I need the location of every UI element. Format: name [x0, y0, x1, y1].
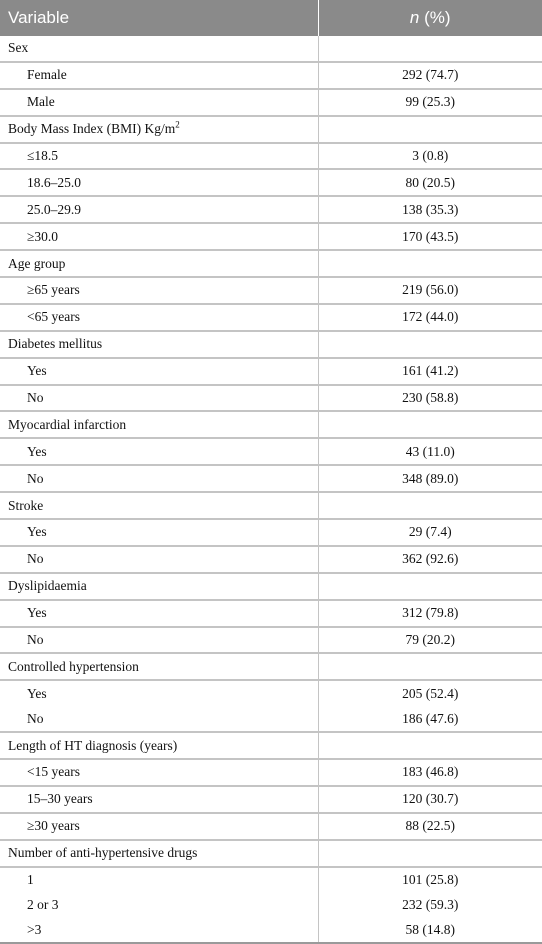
label-text: >3 [27, 921, 42, 937]
label-text: Yes [27, 685, 47, 701]
label-text: Stroke [8, 497, 44, 513]
table-row [0, 385, 542, 412]
table-row [0, 89, 542, 116]
row-label [0, 304, 318, 331]
label-text: 1 [27, 872, 34, 888]
table-row [0, 223, 542, 250]
row-label [0, 465, 318, 492]
label-text: No [27, 632, 44, 648]
row-value: 205 (52.4) [318, 680, 542, 706]
row-value: 58 (14.8) [318, 917, 542, 943]
category-row [0, 411, 542, 438]
row-value: 183 (46.8) [318, 759, 542, 786]
row-label [0, 277, 318, 304]
label-text: No [27, 710, 44, 726]
row-value: 292 (74.7) [318, 62, 542, 89]
row-value: 99 (25.3) [318, 89, 542, 116]
variable-column-header: Variable [0, 0, 318, 36]
category-label [0, 411, 318, 438]
label-text: Number of anti-hypertensive drugs [8, 845, 198, 861]
label-text: No [27, 390, 44, 406]
category-label [0, 492, 318, 519]
row-value: 88 (22.5) [318, 813, 542, 840]
row-label [0, 62, 318, 89]
label-text: Dyslipidaemia [8, 578, 87, 594]
table-row [0, 143, 542, 170]
row-label [0, 358, 318, 385]
category-row [0, 492, 542, 519]
category-label [0, 116, 318, 143]
row-label [0, 196, 318, 223]
row-value: 362 (92.6) [318, 546, 542, 573]
row-label [0, 893, 318, 918]
label-text: <65 years [27, 309, 80, 325]
row-value: 101 (25.8) [318, 867, 542, 893]
row-label [0, 917, 318, 943]
table-row [0, 358, 542, 385]
row-value [318, 36, 542, 62]
row-label [0, 786, 318, 813]
table-row [0, 600, 542, 627]
table-row [0, 680, 542, 706]
row-value: 230 (58.8) [318, 385, 542, 412]
row-value: 232 (59.3) [402, 896, 459, 912]
table-header [0, 0, 542, 36]
row-value [318, 573, 542, 600]
table-row [0, 519, 542, 546]
label-text: <15 years [27, 764, 80, 780]
table-row [0, 196, 542, 223]
category-label [0, 840, 318, 867]
label-text: Yes [27, 605, 47, 621]
label-text: Length of HT diagnosis (years) [8, 737, 178, 753]
row-value: 312 (79.8) [318, 600, 542, 627]
category-row [0, 573, 542, 600]
category-row [0, 840, 542, 867]
unit-superscript: 2 [175, 119, 180, 130]
table-row [0, 759, 542, 786]
table-row [0, 465, 542, 492]
n-percent-column-header [318, 0, 542, 36]
row-value [318, 331, 542, 358]
table-row [0, 893, 542, 918]
row-value: 219 (56.0) [318, 277, 542, 304]
row-value [318, 411, 542, 438]
label-text: Yes [27, 363, 47, 379]
label-text: No [27, 470, 44, 486]
row-value: 29 (7.4) [318, 519, 542, 546]
category-label [0, 331, 318, 358]
row-label [0, 546, 318, 573]
category-label [0, 732, 318, 759]
row-label [0, 813, 318, 840]
category-label [0, 250, 318, 277]
row-value [318, 250, 542, 277]
row-label [0, 143, 318, 170]
row-label [0, 759, 318, 786]
row-value: 348 (89.0) [318, 465, 542, 492]
label-text: Age group [8, 255, 66, 271]
row-label [0, 627, 318, 654]
table-row [0, 546, 542, 573]
row-label [0, 438, 318, 465]
row-value: 138 (35.3) [318, 196, 542, 223]
table-body [0, 36, 542, 943]
n-label: n [409, 8, 420, 27]
row-label [0, 706, 318, 732]
label-text: 2 or 3 [27, 896, 59, 912]
label-text: 25.0–29.9 [27, 201, 81, 217]
row-value: 172 (44.0) [318, 304, 542, 331]
label-text: 15–30 years [27, 791, 93, 807]
label-text: ≥65 years [27, 282, 80, 298]
row-label [0, 519, 318, 546]
table-row [0, 62, 542, 89]
row-label [0, 680, 318, 706]
label-text: Sex [8, 40, 29, 56]
row-label [0, 867, 318, 893]
table-row [0, 867, 542, 893]
table-row [0, 304, 542, 331]
row-label [0, 89, 318, 116]
category-row [0, 116, 542, 143]
category-row [0, 36, 542, 62]
category-row [0, 331, 542, 358]
label-text: Myocardial infarction [8, 416, 127, 432]
label-text: Male [27, 94, 55, 110]
category-label [0, 653, 318, 680]
category-row [0, 732, 542, 759]
label-text: Diabetes mellitus [8, 336, 103, 352]
row-label [0, 600, 318, 627]
label-text: Yes [27, 443, 47, 459]
percent-label: (%) [424, 8, 451, 27]
table-row [0, 786, 542, 813]
label-text: Female [27, 67, 67, 83]
row-value: 79 (20.2) [318, 627, 542, 654]
table-row [0, 917, 542, 943]
row-value [318, 732, 542, 759]
row-value: 170 (43.5) [318, 223, 542, 250]
label-text: ≤18.5 [27, 148, 59, 163]
label-text: Controlled hypertension [8, 658, 139, 674]
row-value [318, 116, 542, 143]
category-label [0, 36, 318, 62]
table-row [0, 706, 542, 732]
row-value: 120 (30.7) [318, 786, 542, 813]
category-row [0, 653, 542, 680]
row-label [0, 385, 318, 412]
row-value [318, 492, 542, 519]
label-text: Body Mass Index (BMI) Kg/m [8, 121, 176, 137]
row-value: 3 (0.8) [318, 143, 542, 170]
row-value [318, 653, 542, 680]
row-value: 161 (41.2) [318, 358, 542, 385]
label-text: 18.6–25.0 [27, 174, 81, 190]
header-row [0, 0, 542, 36]
table-row [0, 438, 542, 465]
row-value: 43 (11.0) [318, 438, 542, 465]
label-text: ≥30 years [27, 818, 80, 834]
category-label [0, 573, 318, 600]
table-row [0, 277, 542, 304]
row-value: 186 (47.6) [402, 710, 459, 726]
label-text: Yes [27, 524, 47, 540]
category-row [0, 250, 542, 277]
table-row [0, 169, 542, 196]
label-text: No [27, 551, 44, 567]
row-value: 80 (20.5) [318, 169, 542, 196]
table-row [0, 813, 542, 840]
table-row [0, 627, 542, 654]
row-value [318, 840, 542, 867]
label-text: ≥30.0 [27, 228, 59, 244]
row-label [0, 169, 318, 196]
row-label [0, 223, 318, 250]
